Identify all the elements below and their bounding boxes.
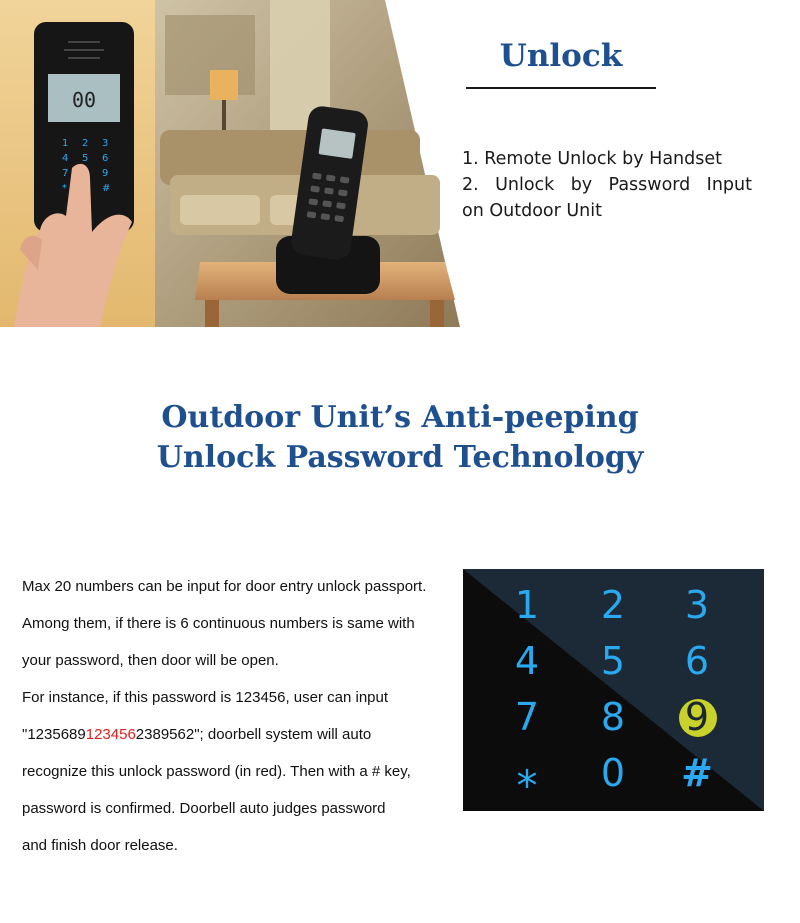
svg-text:6: 6 (102, 153, 109, 164)
section-title-line-2: Unlock Password Technology (156, 440, 644, 475)
key-3[interactable]: 3 (684, 583, 710, 627)
key-1[interactable]: 1 (514, 583, 540, 627)
unlock-item-password-cont: on Outdoor Unit (462, 201, 602, 221)
key-0[interactable]: 0 (600, 751, 626, 795)
keypad-keys (463, 569, 764, 811)
key-7[interactable]: 7 (514, 695, 540, 739)
svg-text:7: 7 (62, 168, 69, 179)
svg-text:#: # (102, 183, 111, 194)
anti-peeping-description (22, 568, 467, 864)
hero-illustration (0, 0, 460, 327)
section-title-line-1: Outdoor Unit’s Anti-peeping (161, 400, 639, 435)
svg-text:2: 2 (82, 138, 89, 149)
example-prefix: "1235689 (22, 726, 86, 743)
description-line: Max 20 numbers can be input for door entry unlock passport. (22, 578, 427, 595)
password-highlight: 123456 (85, 726, 136, 743)
svg-text:1: 1 (62, 138, 69, 149)
unlock-features-list (462, 146, 752, 224)
svg-text:*: * (62, 183, 67, 194)
svg-text:5: 5 (82, 153, 89, 164)
key-4[interactable]: 4 (514, 639, 540, 683)
unlock-item-remote: 1. Remote Unlock by Handset (462, 149, 722, 169)
unlock-item-password: 2. Unlock by Password Input (462, 175, 752, 195)
unlock-heading: Unlock (499, 38, 623, 74)
description-line: For instance, if this password is 123456, user can input (22, 689, 389, 706)
section-title (0, 398, 800, 478)
key-8[interactable]: 8 (600, 695, 626, 739)
svg-text:9: 9 (102, 168, 109, 179)
key-star[interactable]: ⁎ (516, 748, 538, 797)
touch-keypad-closeup (463, 569, 764, 811)
hero-photo-collage (0, 0, 460, 327)
key-2[interactable]: 2 (600, 583, 626, 627)
heading-divider (466, 87, 656, 89)
description-line: Among them, if there is 6 continuous numbers is same with (22, 615, 415, 632)
key-6[interactable]: 6 (684, 639, 710, 683)
outdoor-lcd-display: 00 (71, 88, 97, 112)
svg-text:3: 3 (102, 138, 109, 149)
key-hash[interactable]: # (681, 751, 713, 795)
description-line-example (22, 716, 467, 753)
description-line: and finish door release. (22, 837, 178, 854)
svg-text:4: 4 (62, 153, 69, 164)
description-line: password is confirmed. Doorbell auto judges password (22, 800, 386, 817)
example-suffix: 2389562"; doorbell system will auto (135, 726, 372, 743)
description-line: recognize this unlock password (in red). Then with a # key, (22, 763, 411, 780)
key-5[interactable]: 5 (600, 639, 626, 683)
key-9-highlighted[interactable]: 9 (667, 692, 727, 742)
description-line: your password, then door will be open. (22, 652, 279, 669)
